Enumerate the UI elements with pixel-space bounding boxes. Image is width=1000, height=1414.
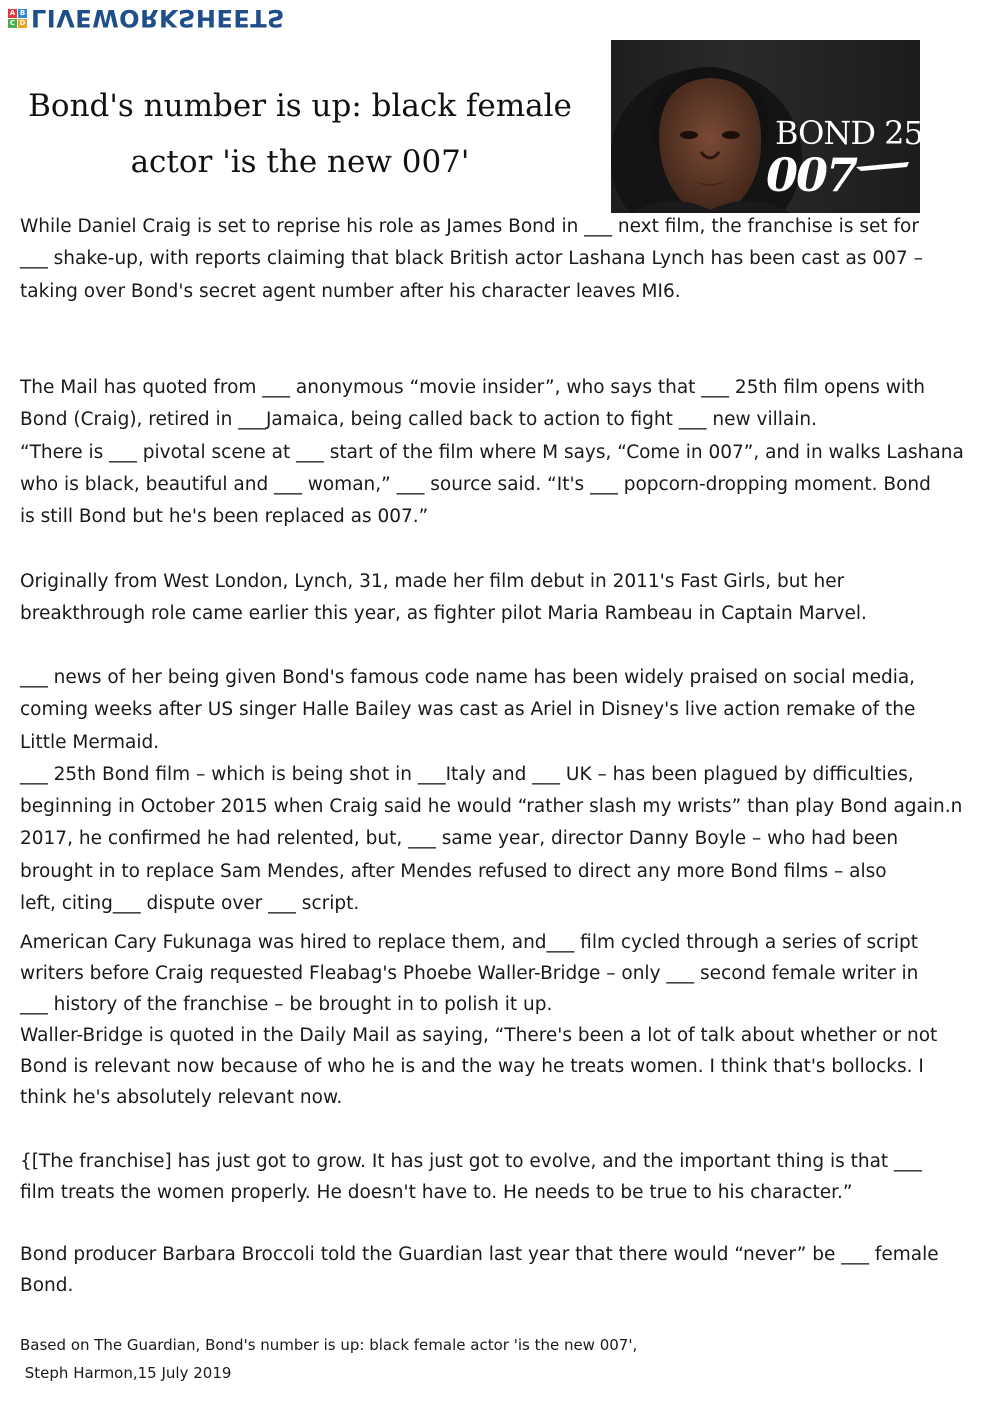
text-line: breakthrough role came earlier this year, as fighter pilot Maria Rambeau in Captain Marvel.	[20, 603, 867, 625]
source-line-1: Based on The Guardian, Bond's number is up: black female actor 'is the new 007',	[20, 1336, 638, 1354]
bond-007-label: 007	[766, 148, 857, 202]
logo-text: LIVEWORKSHEETS	[31, 4, 285, 32]
text-line: Waller-Bridge is quoted in the Daily Mail as saying, “There's been a lot of talk about whether or not	[20, 1025, 938, 1046]
text-line: “There is ___ pivotal scene at ___ start of the film where M says, “Come in 007”, and in walks Lashana	[20, 441, 964, 463]
paragraph-7	[20, 1239, 978, 1301]
paragraph-3	[20, 566, 978, 631]
text-line: The Mail has quoted from ___ anonymous “movie insider”, who says that ___ 25th film opens with	[20, 377, 925, 398]
text-line: coming weeks after US singer Halle Bailey was cast as Ariel in Disney's live action remake of the	[20, 699, 916, 721]
text-line: is still Bond but he's been replaced as 007.”	[20, 506, 429, 528]
text-line: Bond producer Barbara Broccoli told the Guardian last year that there would “never” be ___ female	[20, 1244, 939, 1265]
text-line: Bond.	[20, 1275, 74, 1296]
text-line: ___ shake-up, with reports claiming that black British actor Lashana Lynch has been cast as 007 –	[20, 248, 923, 270]
text-line: left, citing___ dispute over ___ script.	[20, 893, 360, 915]
text-line: beginning in October 2015 when Craig said he would “rather slash my wrists” than play Bond again.n	[20, 796, 963, 818]
text-line: Bond is relevant now because of who he is and the way he treats women. I think that's bollocks. I	[20, 1056, 924, 1077]
text-line: think he's absolutely relevant now.	[20, 1087, 343, 1108]
text-line: taking over Bond's secret agent number after his character leaves MI6.	[20, 280, 681, 302]
text-line: American Cary Fukunaga was hired to replace them, and___ film cycled through a series of script	[20, 932, 919, 953]
source-citation	[20, 1331, 637, 1387]
text-line: writers before Craig requested Fleabag's Phoebe Waller-Bridge – only ___ second female writer in	[20, 963, 919, 984]
paragraph-5	[20, 927, 978, 1113]
text-line: who is black, beautiful and ___ woman,” ___ source said. “It's ___ popcorn-dropping moment. Bond	[20, 473, 931, 495]
text-line: ___ news of her being given Bond's famous code name has been widely praised on social media,	[20, 667, 916, 688]
text-line: {[The franchise] has just got to grow. It has just got to evolve, and the important thing is that ___	[20, 1151, 922, 1172]
text-line: While Daniel Craig is set to reprise his role as James Bond in ___ next film, the franchise is set for	[20, 216, 919, 237]
bond-25-label: BOND 25	[775, 114, 923, 152]
paragraph-4	[20, 662, 978, 920]
text-line: Originally from West London, Lynch, 31, made her film debut in 2011's Fast Girls, but her	[20, 571, 845, 592]
title-line-2: actor 'is the new 007'	[130, 144, 470, 180]
text-line: 2017, he confirmed he had relented, but, ___ same year, director Danny Boyle – who had been	[20, 828, 899, 850]
liveworksheets-logo[interactable]	[8, 4, 285, 32]
text-line: Little Mermaid.	[20, 731, 160, 753]
page-title	[10, 78, 590, 190]
paragraph-1	[20, 211, 978, 308]
logo-badge-icon: A B C D	[9, 9, 26, 27]
title-line-1: Bond's number is up: black female	[28, 88, 572, 124]
paragraph-2	[20, 372, 978, 533]
text-line: film treats the women properly. He doesn't have to. He needs to be true to his character.”	[20, 1182, 853, 1203]
source-line-2: Steph Harmon,15 July 2019	[20, 1364, 232, 1382]
text-line: Bond (Craig), retired in ___Jamaica, being called back to action to fight ___ new villain.	[20, 409, 817, 431]
text-line: brought in to replace Sam Mendes, after Mendes refused to direct any more Bond films – also	[20, 860, 887, 882]
paragraph-6	[20, 1146, 978, 1208]
text-line: ___ history of the franchise – be brought in to polish it up.	[20, 994, 553, 1015]
text-line: ___ 25th Bond film – which is being shot in ___Italy and ___ UK – has been plagued by difficulties,	[20, 763, 914, 785]
